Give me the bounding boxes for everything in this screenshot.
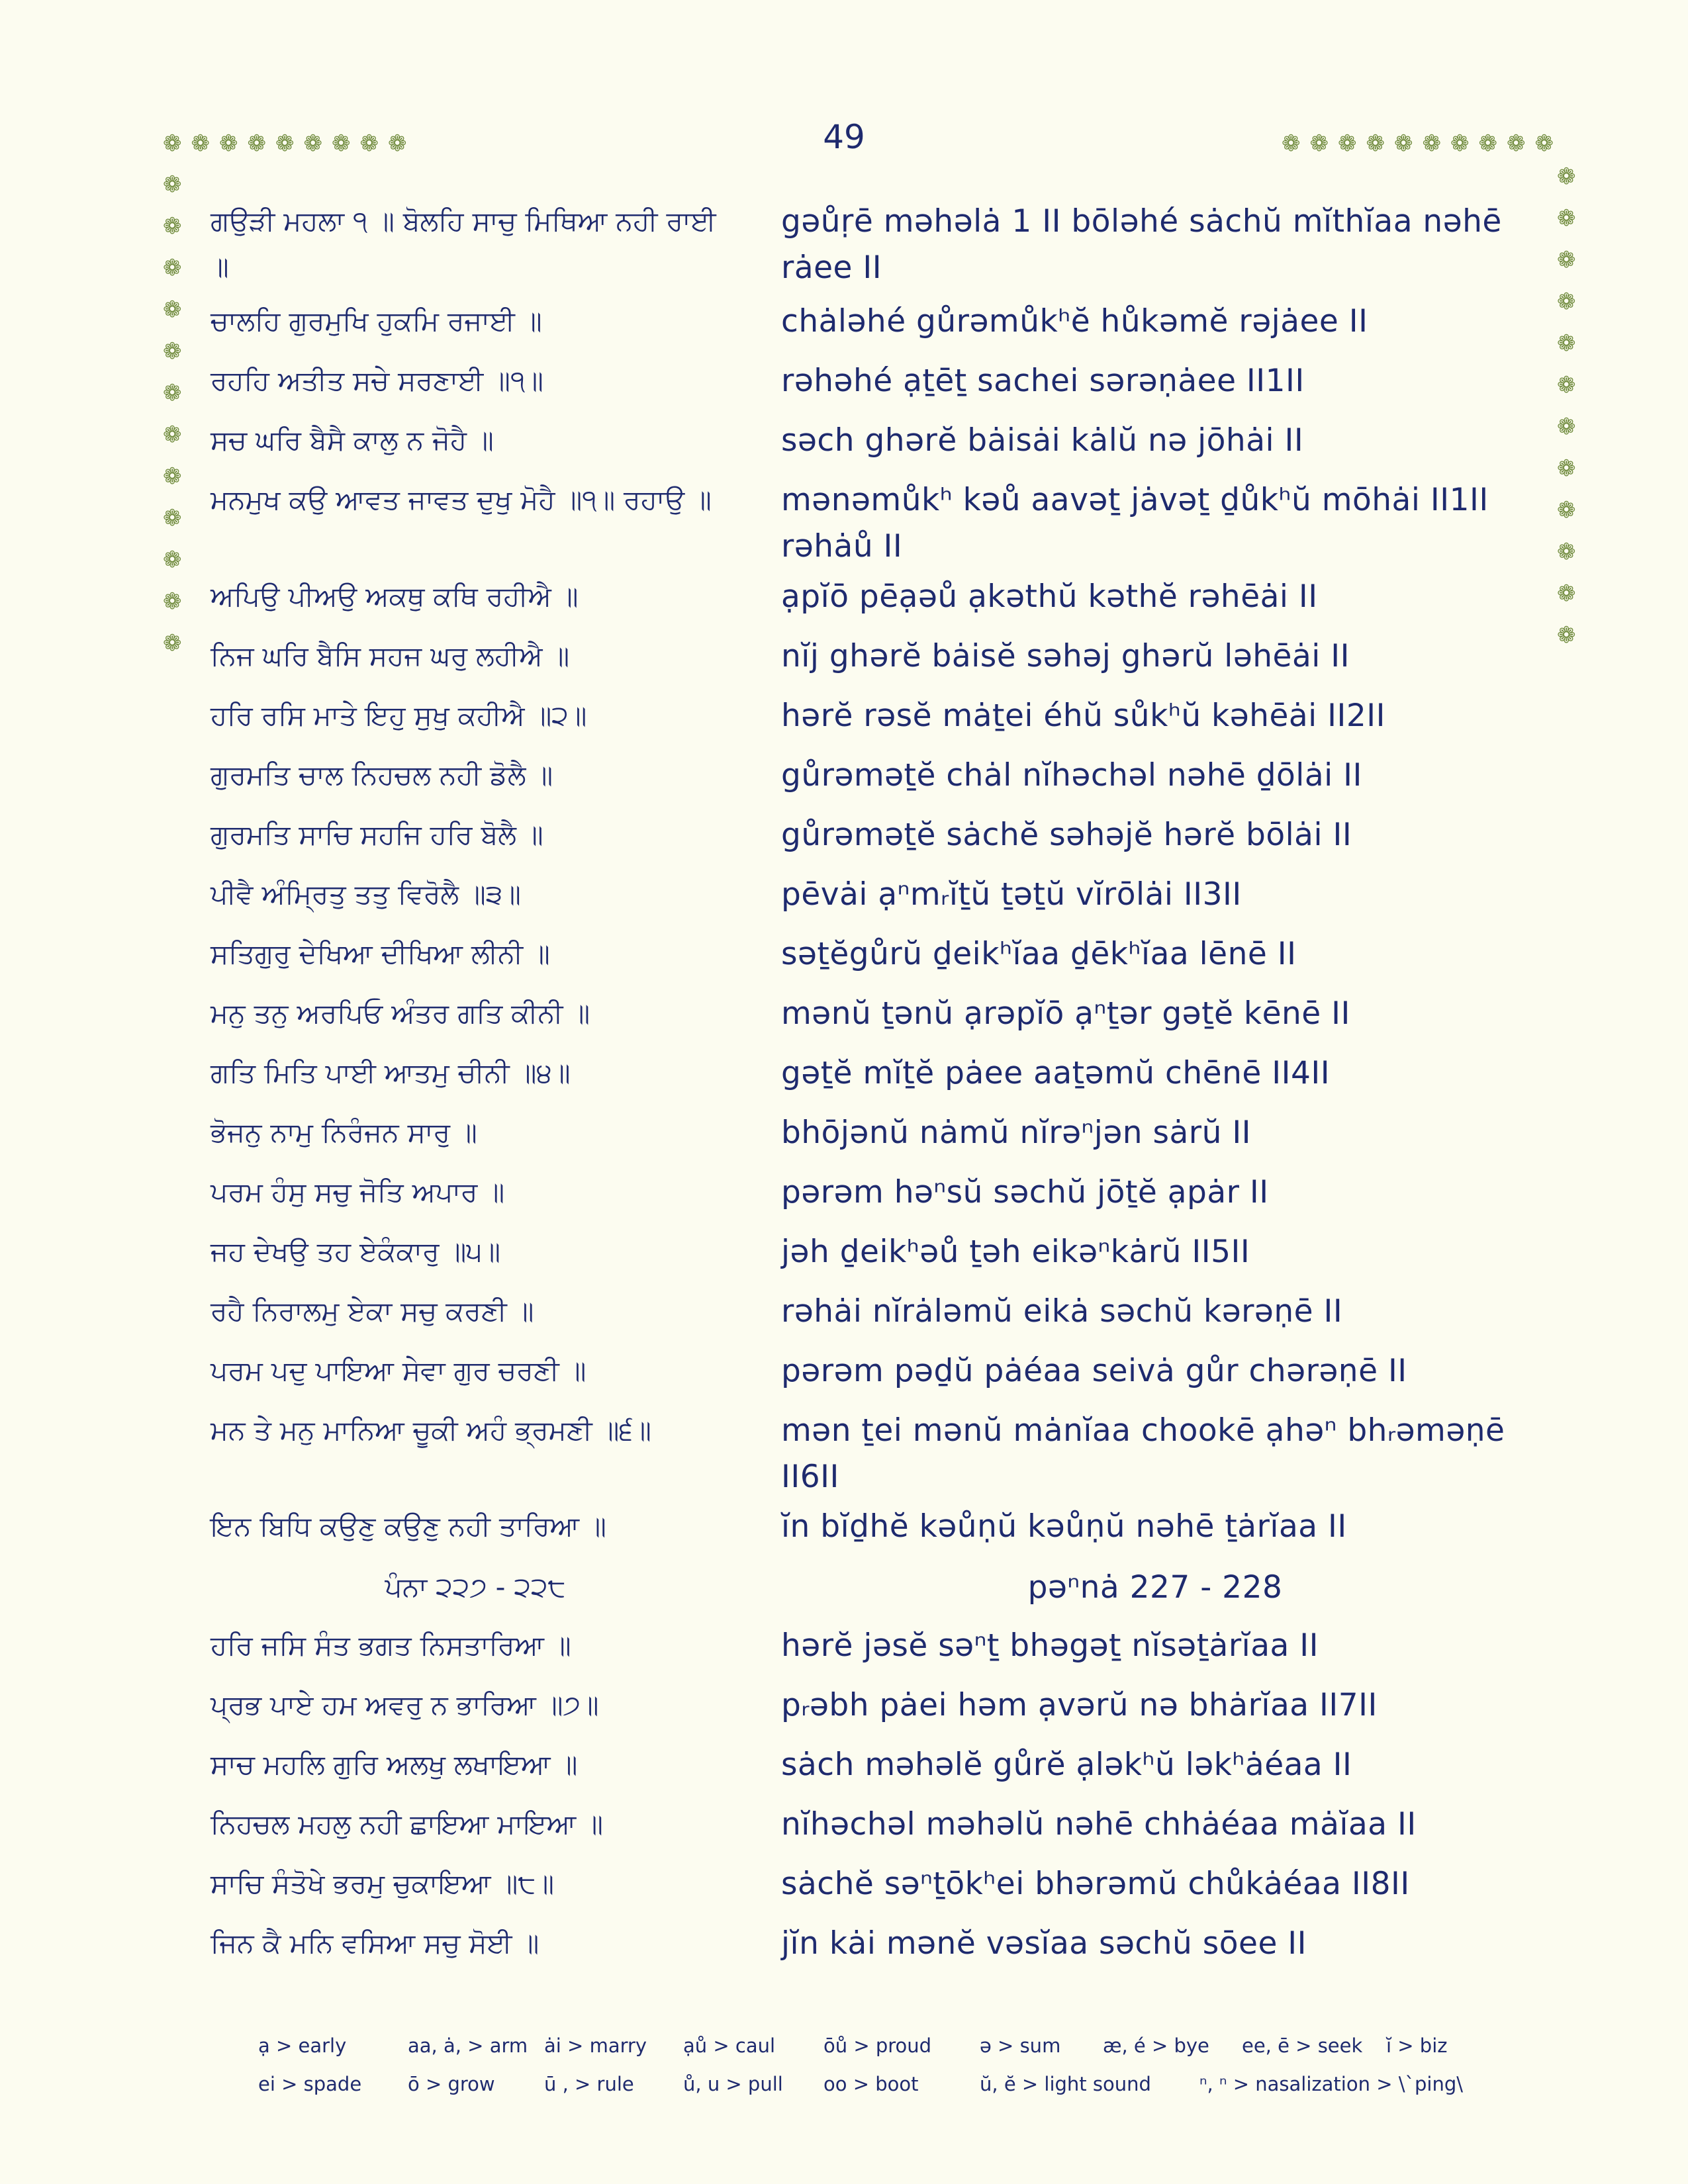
flower-ornament-icon: ❁	[1282, 130, 1301, 157]
legend-item: ⁿ, ⁿ > nasalization > \`ping\	[1199, 2073, 1463, 2095]
flower-ornament-icon: ❁	[1557, 580, 1576, 607]
verse-transliteration: nĭhəchəl məhəlŭ nəhē chhȧéaa mȧĭaa II	[781, 1806, 1417, 1843]
verse-transliteration: bhōjənŭ nȧmŭ nĭrəⁿjən sȧrŭ II	[781, 1115, 1252, 1151]
flower-ornament-icon: ❁	[1422, 130, 1441, 157]
verse-transliteration: mənəmůkʰ kəů aavəṯ jȧvəṯ ḏůkʰŭ mōhȧi II1II rəhȧů II	[781, 482, 1489, 565]
verse-transliteration: rəhəhé ạṯēṯ sachei sərəṇȧee II1II	[781, 363, 1305, 399]
verse-transliteration: chȧləhé gůrəmůkʰĕ hůkəmĕ rəjȧee II	[781, 303, 1368, 340]
verse-gurmukhi: ਜਹ ਦੇਖਉ ਤਹ ਏਕੰਕਾਰੁ ॥੫॥	[211, 1236, 501, 1267]
verse-gurmukhi: ਗੁਰਮਤਿ ਸਾਚਿ ਸਹਜਿ ਹਰਿ ਬੋਲੈ ॥	[211, 819, 543, 850]
verse-gurmukhi: ਪ੍ਰਭ ਪਾਏ ਹਮ ਅਵਰੁ ਨ ਭਾਰਿਆ ॥੭॥	[211, 1689, 599, 1721]
page-reference-gurmukhi: ਪੰਨਾ ੨੨੭ - ੨੨੮	[385, 1571, 566, 1603]
verse-gurmukhi: ਗਉੜੀ ਮਹਲਾ ੧ ॥ ਬੋਲਹਿ ਸਾਚੁ ਮਿਥਿਆ ਨਹੀ ਰਾਈ ॥	[211, 205, 716, 283]
verse-gurmukhi: ਸਾਚ ਮਹਲਿ ਗੁਰਿ ਅਲਖੁ ਲਖਾਇਆ ॥	[211, 1749, 578, 1780]
verse-transliteration: gəṯĕ mĭṯĕ pȧee aaṯəmŭ chēnē II4II	[781, 1055, 1331, 1091]
verse-transliteration: səch ghərĕ bȧisȧi kȧlŭ nə jōhȧi II	[781, 422, 1304, 459]
legend-item: ȧi > marry	[544, 2034, 647, 2057]
flower-ornament-icon: ❁	[388, 130, 407, 157]
flower-ornament-icon: ❁	[1478, 130, 1497, 157]
flower-ornament-icon: ❁	[1394, 130, 1413, 157]
flower-ornament-icon: ❁	[163, 296, 182, 323]
verse-gurmukhi: ਪਰਮ ਹੰਸੁ ਸਚੁ ਜੋਤਿ ਅਪਾਰ ॥	[211, 1176, 505, 1208]
flower-ornament-icon: ❁	[163, 338, 182, 365]
verse-gurmukhi: ਹਰਿ ਜਸਿ ਸੰਤ ਭਗਤ ਨਿਸਤਾਰਿਆ ॥	[211, 1629, 571, 1661]
verse-gurmukhi: ਰਹੈ ਨਿਰਾਲਮੁ ਏਕਾ ਸਚੁ ਕਰਣੀ ॥	[211, 1295, 534, 1327]
verse-transliteration: hərĕ jəsĕ səⁿṯ bhəgəṯ nĭsəṯȧrĭaa II	[781, 1627, 1319, 1664]
verse-transliteration: pərəm həⁿsŭ səchŭ jōṯĕ ạpȧr II	[781, 1174, 1269, 1210]
flower-ornament-icon: ❁	[1338, 130, 1357, 157]
verse-transliteration: gůrəməṯĕ sȧchĕ səhəjĕ hərĕ bōlȧi II	[781, 817, 1352, 853]
flower-ornament-icon: ❁	[1557, 330, 1576, 357]
flower-ornament-icon: ❁	[1557, 163, 1576, 190]
flower-ornament-icon: ❁	[219, 130, 238, 157]
verse-transliteration: ạpĭō pēạəů ạkəthŭ kəthĕ rəhēȧi II	[781, 578, 1318, 615]
verse-transliteration: hərĕ rəsĕ mȧṯei éhŭ sůkʰŭ kəhēȧi II2II	[781, 698, 1386, 734]
verse-gurmukhi: ਜਿਨ ਕੈ ਮਨਿ ਵਸਿਆ ਸਚੁ ਸੋਈ ॥	[211, 1927, 539, 1959]
verse-gurmukhi: ਨਿਹਚਲ ਮਹਲੁ ਨਹੀ ਛਾਇਆ ਮਾਇਆ ॥	[211, 1808, 603, 1840]
flower-ornament-icon: ❁	[163, 505, 182, 531]
flower-ornament-icon: ❁	[1557, 455, 1576, 482]
verse-transliteration: ĭn bĭḏhĕ kəůṇŭ kəůṇŭ nəhē ṯȧrĭaa II	[781, 1508, 1347, 1545]
flower-ornament-icon: ❁	[1450, 130, 1470, 157]
verse-transliteration: sȧchĕ səⁿṯōkʰei bhərəmŭ chůkȧéaa II8II	[781, 1866, 1410, 1902]
verse-transliteration: pēvȧi ạⁿmᵣĭṯŭ ṯəṯŭ vĭrōlȧi II3II	[781, 876, 1242, 913]
flower-ornament-icon: ❁	[1507, 130, 1526, 157]
legend-item: aa, ȧ, > arm	[408, 2034, 528, 2057]
verse-transliteration: gůrəməṯĕ chȧl nĭhəchəl nəhē ḏōlȧi II	[781, 757, 1362, 794]
verse-gurmukhi: ਹਰਿ ਰਸਿ ਮਾਤੇ ਇਹੁ ਸੁਖੁ ਕਹੀਐ ॥੨॥	[211, 700, 587, 731]
flower-ornament-icon: ❁	[163, 171, 182, 198]
flower-ornament-icon: ❁	[1557, 497, 1576, 523]
verse-transliteration: gəůṛē məhəlȧ 1 II bōləhé sȧchŭ mĭthĭaa nəhē rȧee II	[781, 203, 1502, 286]
flower-ornament-icon: ❁	[1309, 130, 1329, 157]
verse-gurmukhi: ਗੁਰਮਤਿ ਚਾਲ ਨਿਹਚਲ ਨਹੀ ਡੋਲੈ ॥	[211, 759, 553, 791]
flower-ornament-icon: ❁	[163, 422, 182, 448]
legend-item: ō > grow	[408, 2073, 495, 2095]
verse-transliteration: jəh ḏeikʰəů ṯəh eikəⁿkȧrŭ II5II	[781, 1234, 1250, 1270]
verse-gurmukhi: ਪਰਮ ਪਦੁ ਪਾਇਆ ਸੇਵਾ ਗੁਰ ਚਰਣੀ ॥	[211, 1355, 586, 1387]
verse-gurmukhi: ਚਾਲਹਿ ਗੁਰਮੁਖਿ ਹੁਕਮਿ ਰਜਾਈ ॥	[211, 305, 542, 337]
page-reference-transliteration: pəⁿnȧ 227 - 228	[1027, 1569, 1283, 1606]
flower-ornament-icon: ❁	[1557, 372, 1576, 398]
legend-item: ŭ, ĕ > light sound	[980, 2073, 1151, 2095]
flower-ornament-icon: ❁	[191, 130, 210, 157]
verse-transliteration: mənŭ ṯənŭ ạrəpĭō ạⁿṯər gəṯĕ kēnē II	[781, 995, 1350, 1032]
legend-item: ů, u > pull	[683, 2073, 783, 2095]
legend-item: ee, ē > seek	[1242, 2034, 1363, 2057]
flower-ornament-icon: ❁	[1557, 205, 1576, 232]
legend-item: ōů > proud	[823, 2034, 932, 2057]
verse-gurmukhi: ਪੀਵੈ ਅੰਮ੍ਰਿਤੁ ਤਤੁ ਵਿਰੋਲੈ ॥੩॥	[211, 878, 521, 910]
verse-transliteration: jĭn kȧi mənĕ vəsĭaa səchŭ sōee II	[781, 1925, 1307, 1962]
flower-ornament-icon: ❁	[163, 547, 182, 573]
legend-item: ạ > early	[258, 2034, 347, 2057]
verse-transliteration: rəhȧi nĭrȧləmŭ eikȧ səchŭ kərəṇē II	[781, 1293, 1343, 1330]
flower-ornament-icon: ❁	[1366, 130, 1385, 157]
legend-item: æ, é > bye	[1103, 2034, 1209, 2057]
verse-gurmukhi: ਮਨਮੁਖ ਕਉ ਆਵਤ ਜਾਵਤ ਦੁਖੁ ਮੋਹੈ ॥੧॥ ਰਹਾਉ ॥	[211, 484, 712, 516]
verse-gurmukhi: ਗਤਿ ਮਿਤਿ ਪਾਈ ਆਤਮੁ ਚੀਨੀ ॥੪॥	[211, 1057, 571, 1089]
flower-ornament-icon: ❁	[332, 130, 351, 157]
flower-ornament-icon: ❁	[163, 630, 182, 657]
verse-gurmukhi: ਸਾਚਿ ਸੰਤੋਖੇ ਭਰਮੁ ਚੁਕਾਇਆ ॥੮॥	[211, 1868, 554, 1899]
flower-ornament-icon: ❁	[1534, 130, 1554, 157]
flower-ornament-icon: ❁	[163, 213, 182, 240]
verse-transliteration: nĭj ghərĕ bȧisĕ səhəj ghərŭ ləhēȧi II	[781, 638, 1350, 674]
legend-item: ei > spade	[258, 2073, 362, 2095]
flower-ornament-icon: ❁	[359, 130, 379, 157]
flower-ornament-icon: ❁	[303, 130, 322, 157]
verse-gurmukhi: ਸਚ ਘਰਿ ਬੈਸੈ ਕਾਲੁ ਨ ਜੋਹੈ ॥	[211, 424, 494, 456]
legend-item: ū , > rule	[544, 2073, 634, 2095]
legend-item: ạů > caul	[683, 2034, 776, 2057]
flower-ornament-icon: ❁	[163, 463, 182, 490]
verse-gurmukhi: ਨਿਜ ਘਰਿ ਬੈਸਿ ਸਹਜ ਘਰੁ ਲਹੀਐ ॥	[211, 640, 570, 672]
verse-transliteration: pᵣəbh pȧei həm ạvərŭ nə bhȧrĭaa II7II	[781, 1687, 1378, 1723]
verse-transliteration: mən ṯei mənŭ mȧnĭaa chookē ạhəⁿ bhᵣəməṇē II6II	[781, 1412, 1505, 1495]
legend-item: oo > boot	[823, 2073, 919, 2095]
verse-transliteration: pərəm pəḏŭ pȧéaa seivȧ gůr chərəṇē II	[781, 1353, 1407, 1389]
flower-ornament-icon: ❁	[1557, 539, 1576, 565]
verse-gurmukhi: ਸਤਿਗੁਰੁ ਦੇਖਿਆ ਦੀਖਿਆ ਲੀਨੀ ॥	[211, 938, 550, 970]
legend-item: ĭ > biz	[1386, 2034, 1448, 2057]
flower-ornament-icon: ❁	[1557, 622, 1576, 649]
verse-gurmukhi: ਮਨੁ ਤਨੁ ਅਰਪਿਓ ਅੰਤਰ ਗਤਿ ਕੀਨੀ ॥	[211, 997, 590, 1029]
flower-ornament-icon: ❁	[275, 130, 295, 157]
verse-gurmukhi: ਇਨ ਬਿਧਿ ਕਉਣੁ ਕਉਣੁ ਨਹੀ ਤਾਰਿਆ ॥	[211, 1510, 606, 1542]
legend-item: ə > sum	[980, 2034, 1061, 2057]
verse-transliteration: səṯĕgůrŭ ḏeikʰĭaa ḏēkʰĭaa lēnē II	[781, 936, 1297, 972]
flower-ornament-icon: ❁	[163, 588, 182, 615]
verse-gurmukhi: ਰਹਹਿ ਅਤੀਤ ਸਚੇ ਸਰਣਾਈ ॥੧॥	[211, 365, 543, 396]
flower-ornament-icon: ❁	[163, 255, 182, 281]
verse-gurmukhi: ਅਪਿਉ ਪੀਅਉ ਅਕਥੁ ਕਥਿ ਰਹੀਐ ॥	[211, 580, 579, 612]
flower-ornament-icon: ❁	[1557, 247, 1576, 273]
flower-ornament-icon: ❁	[1557, 414, 1576, 440]
verse-gurmukhi: ਮਨ ਤੇ ਮਨੁ ਮਾਨਿਆ ਚੂਕੀ ਅਹੰ ਭ੍ਰਮਣੀ ॥੬॥	[211, 1414, 651, 1446]
flower-ornament-icon: ❁	[1557, 289, 1576, 315]
flower-ornament-icon: ❁	[163, 130, 182, 157]
flower-ornament-icon: ❁	[247, 130, 266, 157]
verse-gurmukhi: ਭੋਜਨੁ ਨਾਮੁ ਨਿਰੰਜਨ ਸਾਰੁ ॥	[211, 1116, 477, 1148]
flower-ornament-icon: ❁	[163, 380, 182, 406]
verse-transliteration: sȧch məhəlĕ gůrĕ ạləkʰŭ ləkʰȧéaa II	[781, 1747, 1352, 1783]
page-number: 49	[823, 118, 865, 156]
